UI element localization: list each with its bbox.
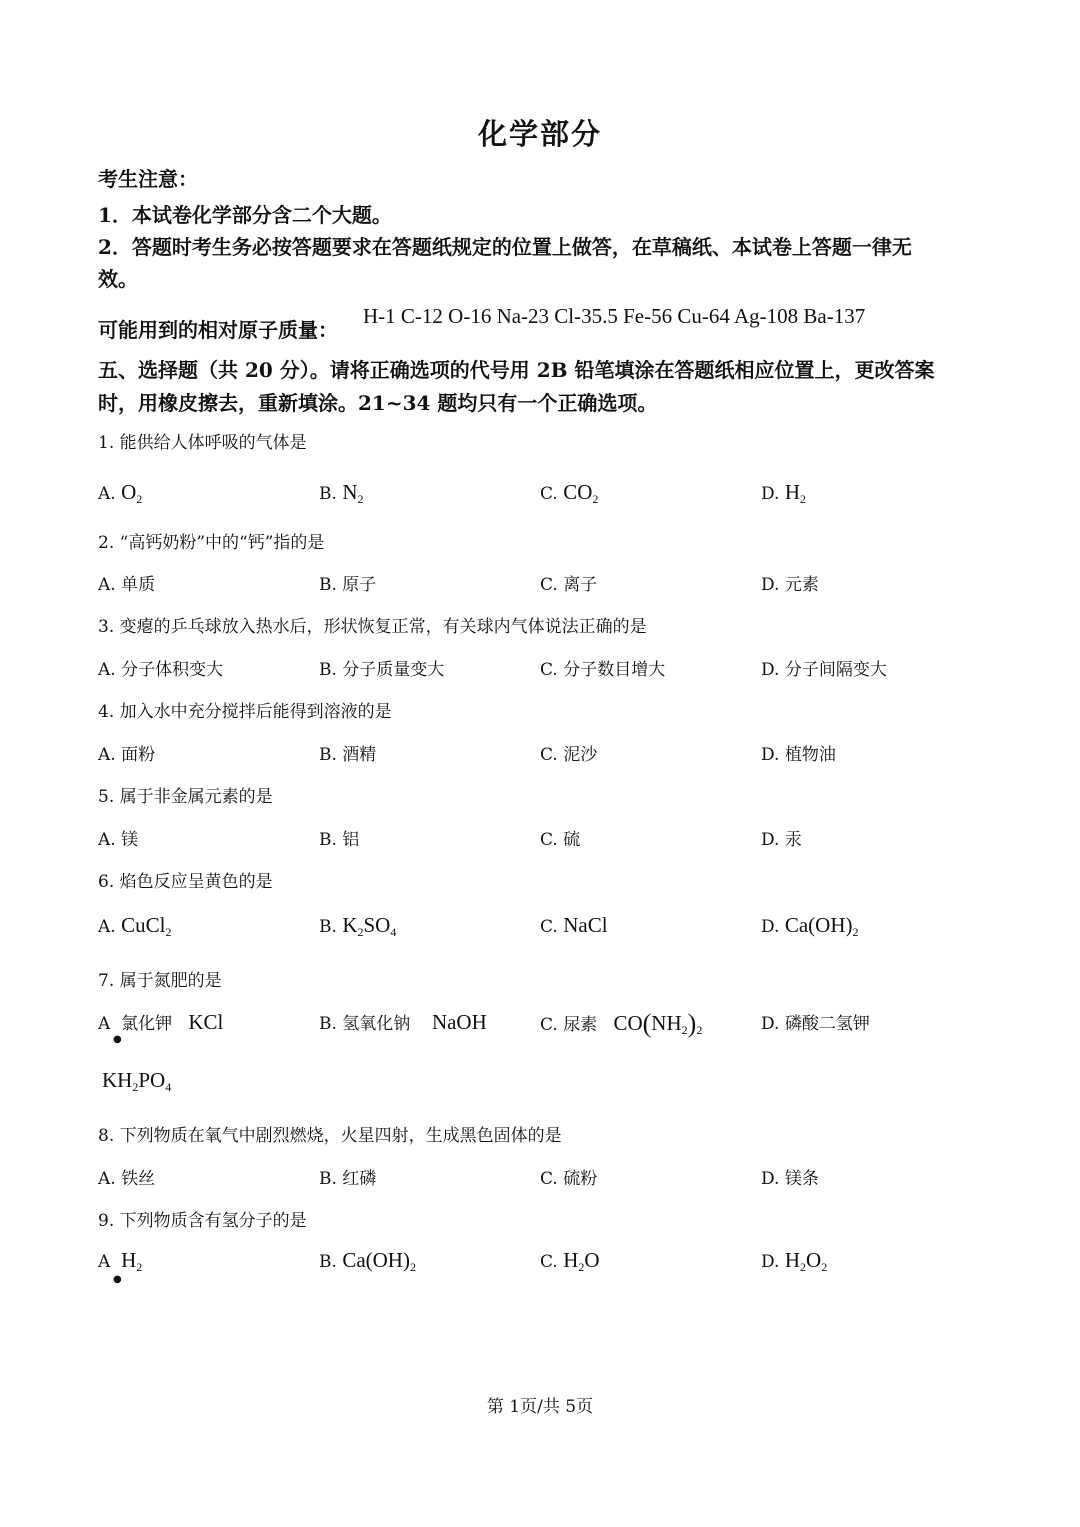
question-8-stem: 8. 下列物质在氧气中剧烈燃烧，火星四射，生成黑色固体的是 (98, 1126, 562, 1146)
q9-option-a: A $H_2$ (98, 1248, 143, 1274)
q5-option-b: B. 铝 (319, 830, 360, 850)
q1-formula-a: $O_2$ (121, 480, 143, 506)
question-6-stem: 6. 焰色反应呈黄色的是 (98, 872, 273, 892)
q9-formula-c: $H_2O$ (563, 1248, 600, 1274)
q1-option-c: C. $CO_2$ (540, 480, 599, 506)
q6-formula-c: NaCl (563, 913, 608, 937)
question-5-stem: 5. 属于非金属元素的是 (98, 787, 273, 807)
q1-option-a: A. $O_2$ (98, 480, 143, 506)
q4-option-b: B. 酒精 (319, 745, 377, 765)
q9-option-c: C. $H_2O$ (540, 1248, 600, 1274)
section-heading-line-2: 时，用橡皮擦去，重新填涂。21~34 题均只有一个正确选项。 (98, 391, 658, 415)
question-2-stem: 2. “高钙奶粉”中的“钙”指的是 (98, 533, 325, 553)
q7-option-b: B. 氢氧化钠 NaOH (319, 1010, 487, 1034)
notice-item-2-line-1: 2．答题时考生务必按答题要求在答题纸规定的位置上做答，在草稿纸、本试卷上答题一律无 (98, 235, 912, 259)
q7-letter-dot: ● (113, 1034, 122, 1045)
q1-option-b: B. $N_2$ (319, 480, 364, 506)
q4-option-c: C. 泥沙 (540, 745, 598, 765)
q4-option-a: A. 面粉 (98, 745, 156, 765)
notice-heading: 考生注意： (98, 167, 198, 191)
q3-option-a: A. 分子体积变大 (98, 660, 224, 680)
q2-option-d: D. 元素 (761, 575, 819, 595)
q5-option-a: A. 镁 (98, 830, 139, 850)
q2-option-c: C. 离子 (540, 575, 598, 595)
question-3-stem: 3. 变瘪的乒乓球放入热水后，形状恢复正常，有关球内气体说法正确的是 (98, 617, 647, 637)
q6-formula-d: $Ca(OH)_2$ (784, 913, 859, 939)
question-4-stem: 4. 加入水中充分搅拌后能得到溶液的是 (98, 702, 392, 722)
q7-option-a: A 氯化钾 KCl (98, 1010, 224, 1034)
question-7-stem: 7. 属于氮肥的是 (98, 971, 222, 991)
q6-formula-a: CuCl$_2$ (121, 913, 172, 939)
section-heading-line-1: 五、选择题（共 20 分）。请将正确选项的代号用 2B 铅笔填涂在答题纸相应位置上，更改答案 (98, 358, 935, 382)
q3-option-b: B. 分子质量变大 (319, 660, 445, 680)
q7-option-c: C. 尿素 $CO(NH_2)_2$ (540, 1009, 703, 1038)
atomic-mass-values: H-1 C-12 O-16 Na-23 Cl-35.5 Fe-56 Cu-64 Ag-108 Ba-137 (363, 304, 866, 328)
q8-option-c: C. 硫粉 (540, 1169, 598, 1189)
q1-formula-c: $CO_2$ (563, 480, 599, 506)
q7-formula-d: $KH_2PO_4$ (102, 1068, 172, 1094)
notice-item-2-line-2: 效。 (98, 267, 138, 291)
q7-option-d: D. 磷酸二氢钾 (761, 1014, 870, 1034)
atomic-mass-label: 可能用到的相对原子质量： (98, 318, 338, 342)
q7-formula-a: KCl (188, 1010, 224, 1034)
q1-formula-d: $H_2$ (784, 480, 807, 506)
q9-formula-d: $H_2O_2$ (784, 1248, 828, 1274)
q6-option-a: A. CuCl$_2$ (98, 913, 172, 939)
question-9-stem: 9. 下列物质含有氢分子的是 (98, 1211, 307, 1231)
q2-option-b: B. 原子 (319, 575, 377, 595)
q6-option-c: C. NaCl (540, 913, 608, 937)
q1-option-d: D. $H_2$ (761, 480, 807, 506)
q9-option-d: D. $H_2O_2$ (761, 1248, 828, 1274)
q1-formula-b: $N_2$ (342, 480, 364, 506)
page-title: 化学部分 (477, 117, 602, 151)
q8-option-d: D. 镁条 (761, 1169, 819, 1189)
q9-formula-b: $Ca(OH)_2$ (342, 1248, 416, 1274)
q9-formula-a: $H_2$ (121, 1248, 143, 1274)
q7-formula-b: NaOH (431, 1010, 487, 1034)
q6-option-b: B. $K_2SO_4$ (319, 913, 397, 939)
q6-formula-b: $K_2SO_4$ (342, 913, 397, 939)
q5-option-d: D. 汞 (761, 830, 802, 850)
question-1-stem: 1. 能供给人体呼吸的气体是 (98, 433, 307, 453)
q2-option-a: A. 单质 (98, 575, 156, 595)
q4-option-d: D. 植物油 (761, 745, 836, 765)
q6-option-d: D. $Ca(OH)_2$ (761, 913, 859, 939)
q3-option-d: D. 分子间隔变大 (761, 660, 887, 680)
q8-option-a: A. 铁丝 (98, 1169, 156, 1189)
notice-item-1: 1．本试卷化学部分含二个大题。 (98, 203, 392, 227)
q9-letter-dot: ● (113, 1274, 122, 1285)
q3-option-c: C. 分子数目增大 (540, 660, 666, 680)
q7-formula-c: $CO(NH_2)_2$ (613, 1009, 703, 1038)
page-number-footer: 第 1页/共 5页 (486, 1397, 594, 1417)
q5-option-c: C. 硫 (540, 830, 581, 850)
q9-option-b: B. $Ca(OH)_2$ (319, 1248, 416, 1274)
q8-option-b: B. 红磷 (319, 1169, 377, 1189)
